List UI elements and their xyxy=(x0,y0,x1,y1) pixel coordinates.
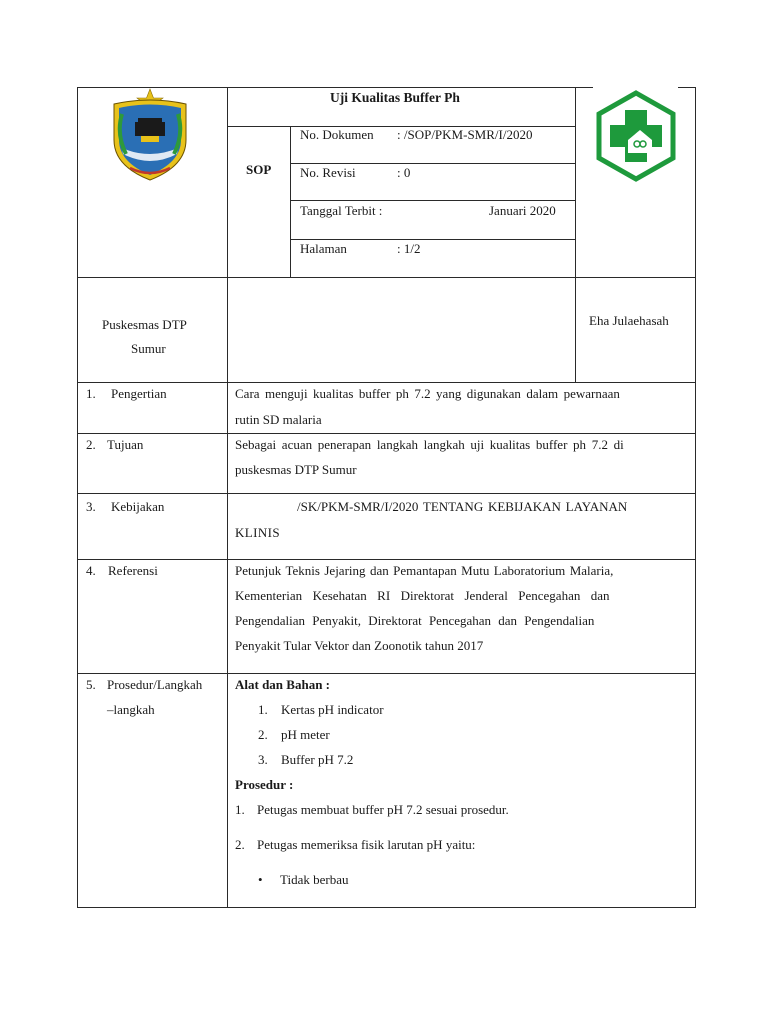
section-2-number: 2. xyxy=(86,437,96,452)
revision-value: : 0 xyxy=(397,165,411,180)
tool-1-text: Kertas pH indicator xyxy=(281,702,384,717)
section-1-number: 1. xyxy=(86,386,96,401)
signer-name: Eha Julaehasah xyxy=(589,313,669,328)
tool-1-number: 1. xyxy=(258,702,268,717)
section-4-text-line3: Pengendalian Penyakit, Direktorat Pencegahan dan Pengendalian xyxy=(235,613,595,628)
step-2-text: Petugas memeriksa fisik larutan pH yaitu: xyxy=(257,837,476,852)
issue-date-label: Tanggal Terbit : xyxy=(300,203,383,218)
institution-name-line1: Puskesmas DTP xyxy=(102,317,187,332)
section-3-number: 3. xyxy=(86,499,96,514)
bullet-text: Tidak berbau xyxy=(280,872,349,887)
revision-label: No. Revisi xyxy=(300,165,356,180)
regional-crest-logo xyxy=(108,88,192,184)
section-2-text-line2: puskesmas DTP Sumur xyxy=(235,462,357,477)
sop-label: SOP xyxy=(246,162,272,177)
section-2-text-line1: Sebagai acuan penerapan langkah langkah uji kualitas buffer ph 7.2 di xyxy=(235,437,624,452)
section-4-text-line1: Petunjuk Teknis Jejaring dan Pemantapan Mutu Laboratorium Malaria, xyxy=(235,563,614,578)
tools-heading: Alat dan Bahan : xyxy=(235,677,330,692)
section-3-text-line1: /SK/PKM-SMR/I/2020 TENTANG KEBIJAKAN LAYANAN xyxy=(297,499,628,514)
document-title: Uji Kualitas Buffer Ph xyxy=(330,90,460,105)
doc-number-value: : /SOP/PKM-SMR/I/2020 xyxy=(397,127,533,142)
page-label: Halaman xyxy=(300,241,347,256)
section-1-label: Pengertian xyxy=(111,386,167,401)
page-value: : 1/2 xyxy=(397,241,421,256)
section-2-label: Tujuan xyxy=(107,437,144,452)
section-3-text-line2: KLINIS xyxy=(235,525,281,540)
section-5-number: 5. xyxy=(86,677,96,692)
section-1-text-line1: Cara menguji kualitas buffer ph 7.2 yang digunakan dalam pewarnaan xyxy=(235,386,620,401)
section-5-label-line1: Prosedur/Langkah xyxy=(107,677,203,692)
doc-number-label: No. Dokumen xyxy=(300,127,374,142)
tool-2-number: 2. xyxy=(258,727,268,742)
section-4-text-line4: Penyakit Tular Vektor dan Zoonotik tahun 2017 xyxy=(235,638,484,653)
section-1-text-line2: rutin SD malaria xyxy=(235,412,322,427)
section-4-number: 4. xyxy=(86,563,96,578)
procedure-heading: Prosedur : xyxy=(235,777,294,792)
section-5-label-line2: –langkah xyxy=(107,702,155,717)
tool-2-text: pH meter xyxy=(281,727,330,742)
tool-3-number: 3. xyxy=(258,752,268,767)
tool-3-text: Buffer pH 7.2 xyxy=(281,752,354,767)
section-4-text-line2: Kementerian Kesehatan RI Direktorat Jenderal Pencegahan dan xyxy=(235,588,610,603)
puskesmas-logo xyxy=(594,90,678,182)
step-1-number: 1. xyxy=(235,802,245,817)
institution-name-line2: Sumur xyxy=(131,341,166,356)
issue-date-value: Januari 2020 xyxy=(489,203,556,218)
bullet-icon: • xyxy=(258,872,263,887)
step-2-number: 2. xyxy=(235,837,245,852)
section-3-label: Kebijakan xyxy=(111,499,165,514)
section-4-label: Referensi xyxy=(108,563,158,578)
step-1-text: Petugas membuat buffer pH 7.2 sesuai prosedur. xyxy=(257,802,509,817)
